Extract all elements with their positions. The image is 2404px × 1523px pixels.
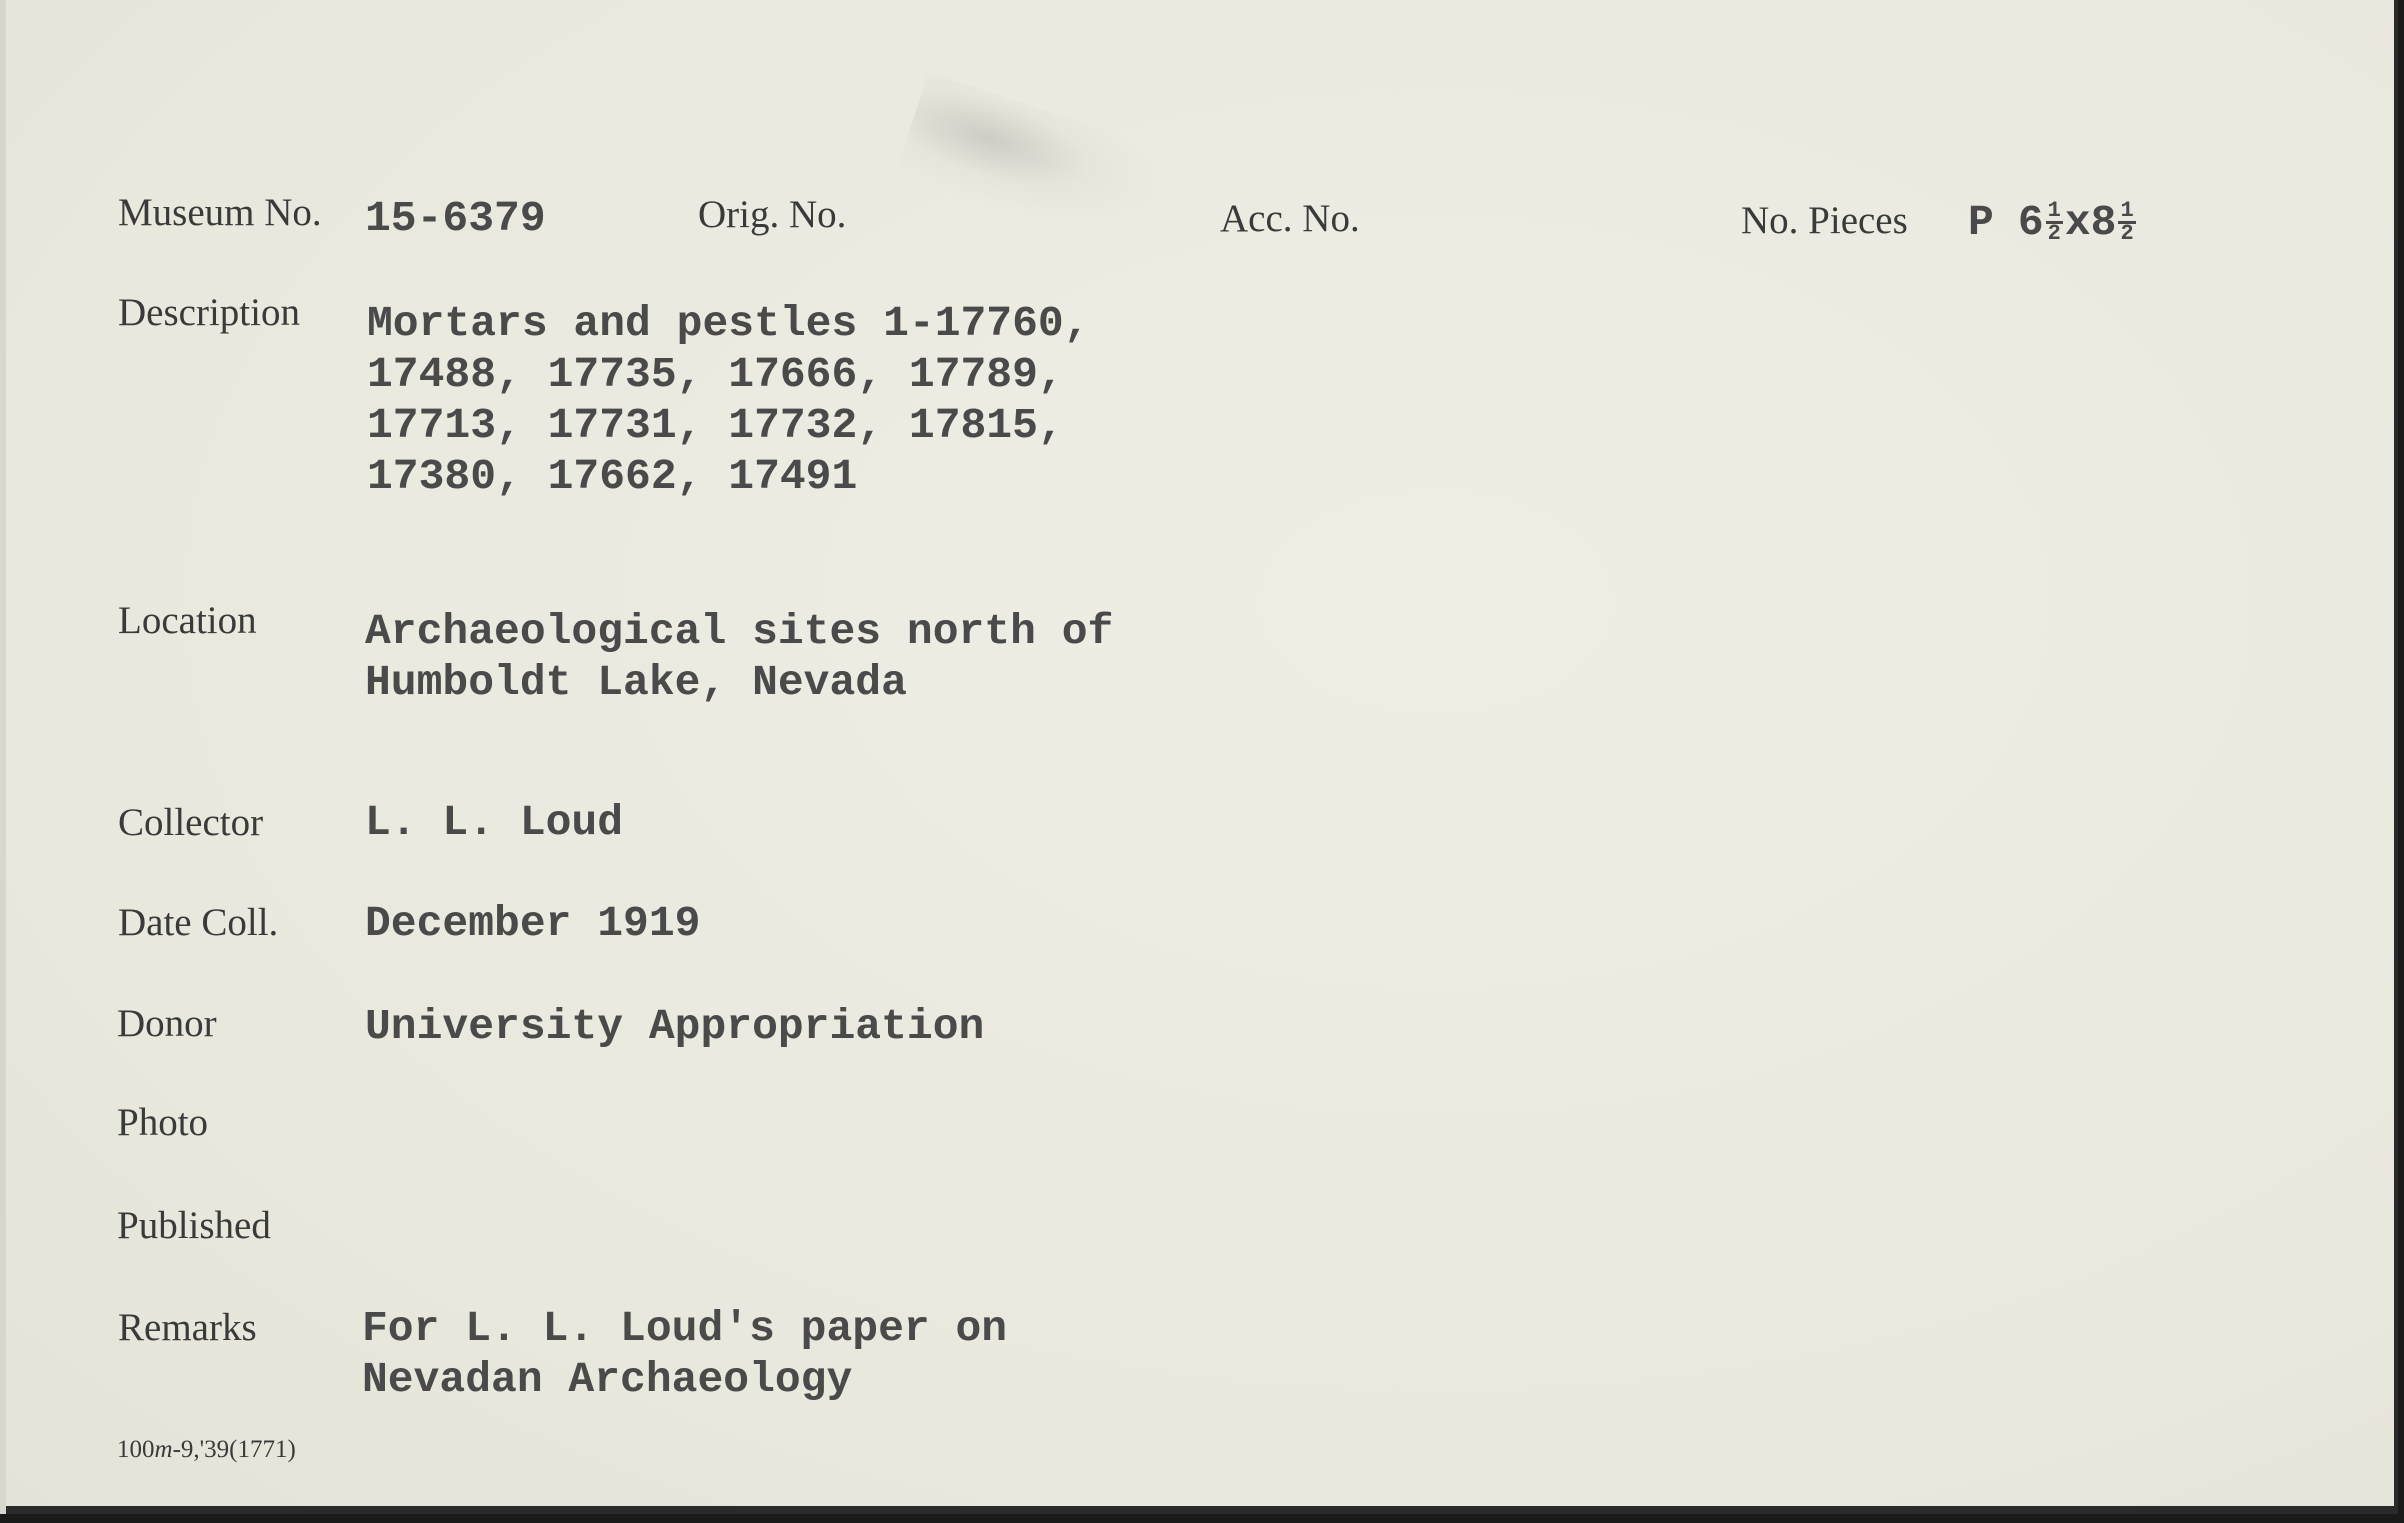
remarks-label: Remarks xyxy=(118,1306,257,1349)
pieces-prefix: P xyxy=(1968,198,1994,247)
location-line: Humboldt Lake, Nevada xyxy=(365,658,907,707)
location-value xyxy=(365,606,1113,708)
photo-label: Photo xyxy=(117,1101,209,1144)
location-line: Archaeological sites north of xyxy=(365,607,1114,656)
second-fraction-denominator: 2 xyxy=(2120,221,2134,247)
remarks-line: For L. L. Loud's paper on xyxy=(362,1304,1008,1353)
description-line: 17713, 17731, 17732, 17815, xyxy=(367,401,1064,450)
smudge-mark xyxy=(894,73,1175,258)
first-fraction xyxy=(2046,198,2063,247)
collector-value: L. L. Loud xyxy=(365,798,624,847)
second-fraction-numerator: 1 xyxy=(2120,198,2134,224)
donor-value: University Appropriation xyxy=(365,1002,985,1051)
date-coll-label: Date Coll. xyxy=(118,901,279,944)
card-edge xyxy=(0,0,6,1514)
first-whole: 6 xyxy=(2017,198,2044,247)
dimension-separator: x xyxy=(2064,198,2091,247)
form-print-code xyxy=(117,1436,296,1464)
collector-label: Collector xyxy=(118,801,264,844)
published-label: Published xyxy=(117,1204,271,1247)
description-line: Mortars and pestles 1-17760, xyxy=(367,299,1090,348)
location-label: Location xyxy=(118,599,257,642)
description-value xyxy=(367,298,1090,502)
date-coll-value: December 1919 xyxy=(365,899,701,948)
museum-no-label: Museum No. xyxy=(118,191,322,234)
description-label: Description xyxy=(118,291,300,334)
donor-label: Donor xyxy=(117,1002,217,1045)
description-line: 17380, 17662, 17491 xyxy=(367,452,858,501)
no-pieces-value xyxy=(1968,198,2138,247)
first-fraction-denominator: 2 xyxy=(2047,221,2061,247)
pieces-dimensions xyxy=(2018,198,2138,247)
second-fraction xyxy=(2118,198,2135,247)
acc-no-label: Acc. No. xyxy=(1220,197,1360,240)
orig-no-label: Orig. No. xyxy=(698,193,847,236)
second-whole: 8 xyxy=(2090,198,2117,247)
first-fraction-numerator: 1 xyxy=(2047,198,2061,224)
no-pieces-label: No. Pieces xyxy=(1741,199,1908,242)
remarks-value xyxy=(362,1303,1007,1405)
form-code-italic: m xyxy=(154,1436,173,1463)
museum-no-value: 15-6379 xyxy=(365,194,546,243)
form-code-prefix: 100 xyxy=(117,1436,155,1463)
description-line: 17488, 17735, 17666, 17789, xyxy=(367,350,1064,399)
form-code-suffix: -9,'39(1771) xyxy=(172,1436,296,1463)
remarks-line: Nevadan Archaeology xyxy=(362,1355,853,1404)
